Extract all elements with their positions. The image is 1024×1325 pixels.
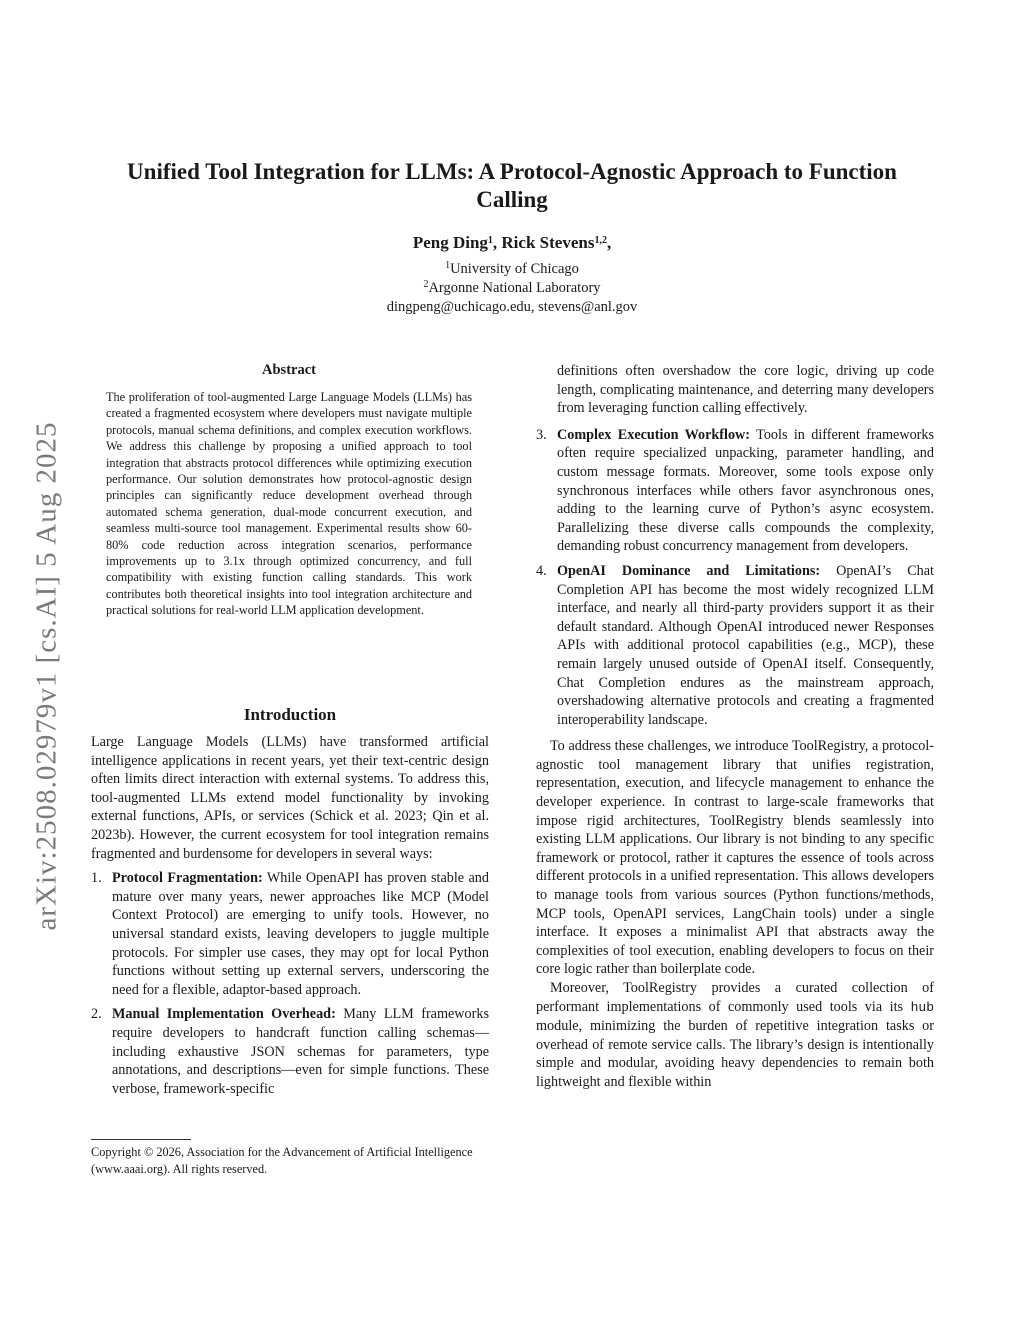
list-number: 1. (91, 870, 102, 887)
intro-paragraph: Large Language Models (LLMs) have transformed artificial intelligence applications in recent years, yet their text-centric design often limits direct interaction with external systems. To address this, tool-augmented LLMs extend model functionality by invoking external functions, APIs, or services (Schick et al. 2023; Qin et al. 2023b). However, the current ecosystem for tool integration remains fragmented and burdensome for developers in several ways: (91, 734, 489, 862)
author-name: Rick Stevens (501, 233, 595, 252)
list-item-text: Many LLM frameworks require developers to handcraft function calling schemas—including exhaustive JSON schemas for parameters, type annotations, and descriptions—even for simple functions. These verbose, framework-specific (112, 1006, 489, 1097)
list-item (536, 426, 934, 556)
arxiv-identifier (27, 380, 67, 972)
footnote-rule (91, 1139, 191, 1140)
list-item (91, 1005, 489, 1098)
author-emails: dingpeng@uchicago.edu, stevens@anl.gov (386, 299, 638, 315)
affiliation (100, 260, 924, 279)
list-item-title: OpenAI Dominance and Limitations: (557, 562, 821, 579)
list-number: 3. (536, 426, 547, 443)
author-trailing-comma: , (606, 233, 612, 252)
list-number: 2. (91, 1006, 102, 1023)
intro-paragraph: To address these challenges, we introduce ToolRegistry, a protocol-agnostic tool management library that unifies registration, representation, execution, and lifecycle management to enhance the developer experience. In contrast to large-scale frameworks that impose rigid architectures, ToolRegistry blends seamlessly into existing LLM applications. Our library is not binding to any specific framework or protocol, rather it captures the essence of tools across different protocols in a unified representation. This allows developers to manage tools from various sources (Python functions/methods, MCP tools, OpenAPI services, LangChain tools) under a single interface. It exposes a minimalist API that abstracts away the complexities of tool execution, enabling developers to focus on their core logic rather than boilerplate code. (536, 738, 934, 978)
list-number: 4. (536, 562, 547, 579)
challenge-list (91, 869, 489, 1098)
list-item-text: While OpenAPI has proven stable and mature over many years, newer approaches like MCP (Model Context Protocol) are emerging to unify tools. However, no universal standard exists, leaving developers to juggle multiple protocols. For simpler use cases, they may opt for local Python functions without setting up external servers, underscoring the need for a flexible, adaptor-based approach. (112, 870, 489, 998)
list-item-continuation: definitions often overshadow the core logic, driving up code length, complicating maintenance, and deterring many developers from leveraging function calling effectively. (557, 363, 934, 417)
abstract-text: The proliferation of tool-augmented Large Language Models (LLMs) has created a fragmented ecosystem where developers must navigate multiple protocols, manual schema definitions, and complex execution workflows. We address this challenge by proposing a unified approach to tool integration that abstracts protocol differences while optimizing execution performance. Our solution demonstrates how protocol-agnostic design principles can significantly reduce development overhead through automated schema generation, dual-mode concurrent execution, and seamless multi-source tool management. Experimental results show 60-80% code reduction across integration scenarios, performance improvements up to 3.1x through optimized concurrency, and full compatibility with existing function calling standards. This work contributes both theoretical insights into tool integration architecture and practical solutions for real-world LLM application development. (106, 390, 472, 618)
challenge-list-continued (536, 426, 934, 730)
left-column (91, 705, 489, 1104)
affiliations (100, 260, 924, 317)
list-item-title: Complex Execution Workflow: (557, 426, 751, 443)
author-affil-mark: 1,2 (594, 235, 607, 246)
intro-paragraph (536, 979, 934, 1092)
inline-code: hub (910, 999, 934, 1015)
list-item-title: Protocol Fragmentation: (112, 870, 263, 887)
copyright-footnote: Copyright © 2026, Association for the Advancement of Artificial Intelligence (www.aaai.org). All rights reserved. (91, 1145, 473, 1176)
list-item-text: Tools in different frameworks often require specialized unpacking, parameter handling, and custom message formats. Moreover, some tools expose only synchronous interfaces while others favor asynchronous ones, adding to the learning curve of Python’s async ecosystem. Parallelizing these diverse calls compounds the complexity, demanding robust concurrency management from developers. (557, 426, 935, 555)
list-item-title: Manual Implementation Overhead: (112, 1006, 336, 1023)
affiliation-mark: 2 (423, 279, 429, 290)
list-item (536, 562, 934, 729)
right-column (536, 362, 934, 1092)
abstract-heading: Abstract (262, 362, 316, 378)
affiliation-name: Argonne National Laboratory (428, 280, 601, 296)
affiliation-mark: 1 (445, 260, 451, 271)
author-affil-mark: 1 (487, 235, 493, 246)
arxiv-identifier-text: arXiv:2508.02979v1 [cs.AI] 5 Aug 2025 (30, 421, 63, 931)
list-item-text: OpenAI’s Chat Completion API has become the most widely recognized LLM interface, and nearly all third-party providers support it as their default standard. Although OpenAI introduced newer Responses APIs with additional protocol capabilities (e.g., MCP), these remain largely unused outside of OpenAI itself. Consequently, Chat Completion endures as the mainstream approach, overshadowing alternative protocols and creating a fragmented interoperability landscape. (557, 562, 934, 728)
affiliation (100, 279, 924, 298)
author-separator: , (492, 233, 502, 252)
introduction-heading: Introduction (243, 705, 337, 724)
affiliation-name: University of Chicago (450, 261, 579, 277)
paper-title: Unified Tool Integration for LLMs: A Protocol-Agnostic Approach to Function Calling (127, 159, 897, 212)
paragraph-text: module, minimizing the burden of repetitive integration tasks or overhead of remote service calls. The library’s design is intentionally simple and modular, avoiding heavy dependencies to remain both lightweight and flexible within (536, 1018, 934, 1090)
abstract-section (106, 362, 472, 619)
list-item (91, 869, 489, 999)
paragraph-text: Moreover, ToolRegistry provides a curated collection of performant implementations of commonly used tools via its (536, 980, 934, 1015)
author-line (100, 233, 924, 253)
author-name: Peng Ding (412, 233, 488, 252)
